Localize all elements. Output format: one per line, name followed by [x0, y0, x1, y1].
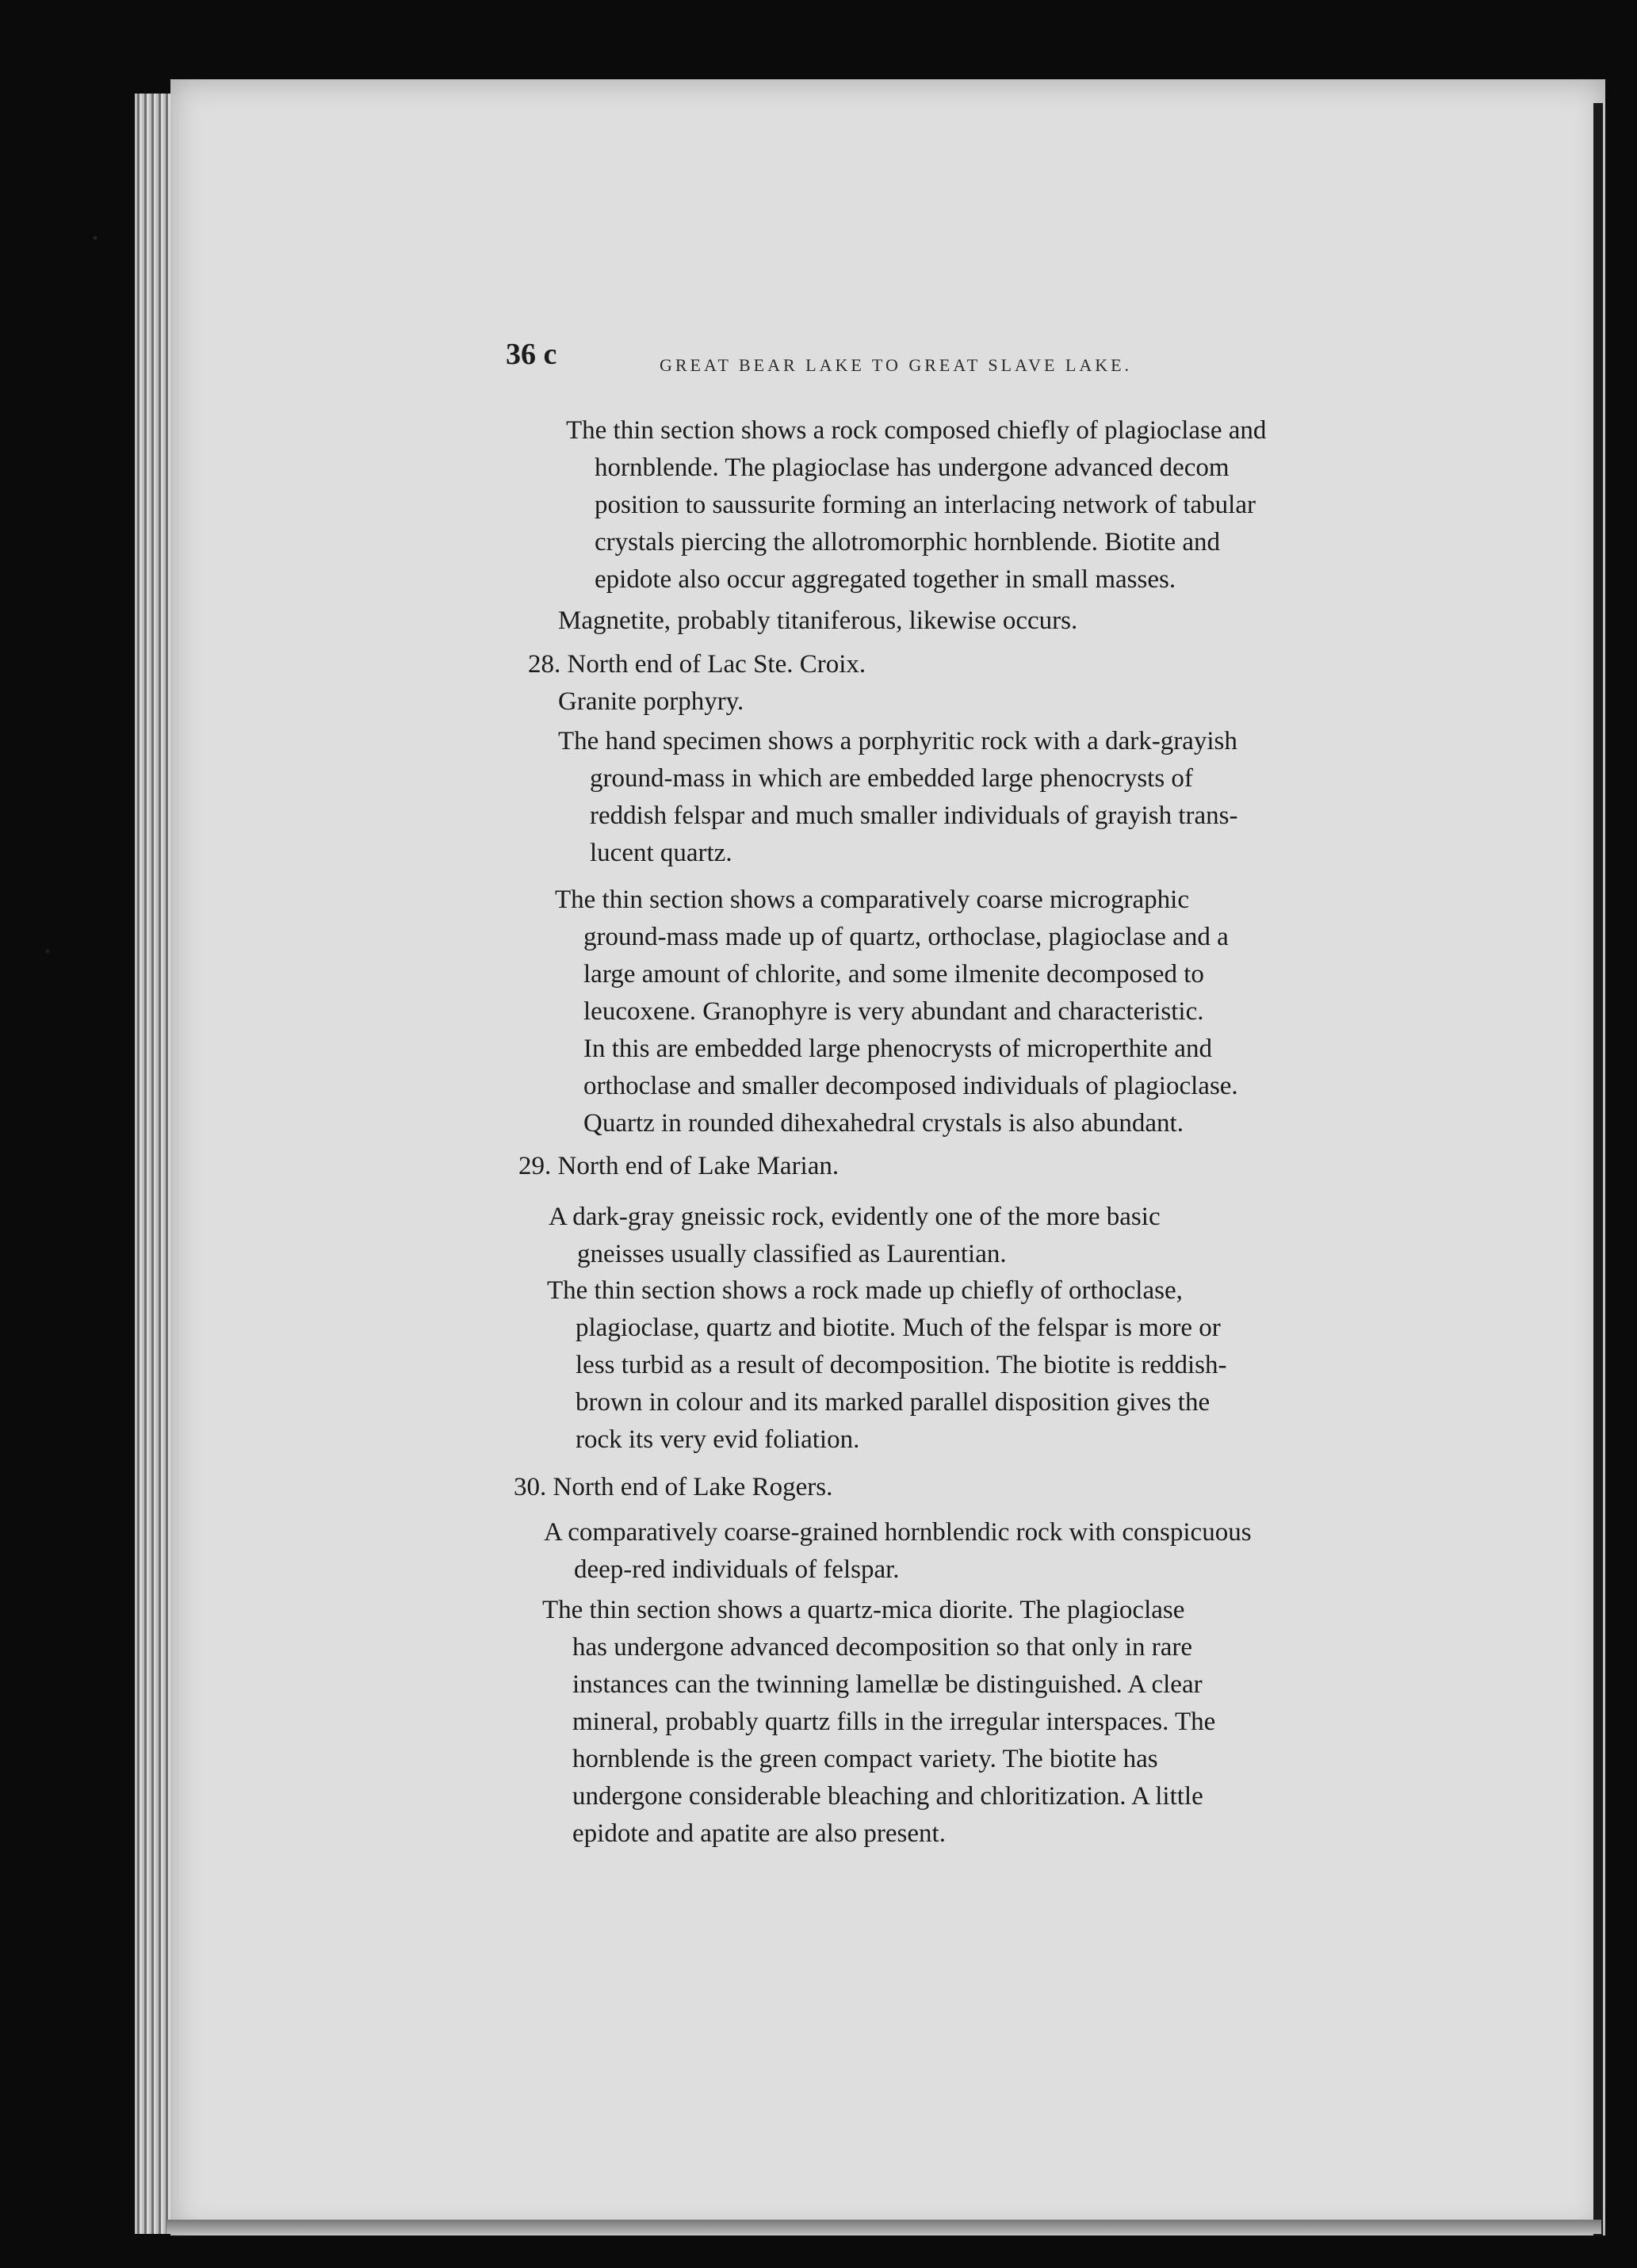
- page-right-edge: [1593, 103, 1603, 2235]
- entry-number: 29.: [518, 1152, 552, 1180]
- text-line: ground-mass made up of quartz, orthoclase, plagioclase and a: [583, 923, 1229, 951]
- text-line: orthoclase and smaller decomposed individuals of plagioclase.: [583, 1072, 1238, 1100]
- entry-29-thin-section: [547, 1272, 1227, 1459]
- text-line: leucoxene. Granophyre is very abundant and characteristic.: [583, 997, 1204, 1026]
- entry-number: 28.: [528, 650, 561, 679]
- text-line: ground-mass in which are embedded large phenocrysts of: [590, 764, 1193, 793]
- text-line: Quartz in rounded dihexahedral crystals is also abundant.: [583, 1109, 1184, 1138]
- entry-title: North end of Lake Rogers.: [553, 1473, 833, 1501]
- entry-28-heading: [528, 646, 866, 683]
- entry-28-thin-section: [555, 882, 1238, 1142]
- entry-28-rock-name: Granite porphyry.: [558, 687, 744, 716]
- text-line: lucent quartz.: [590, 839, 732, 867]
- entry-title: North end of Lac Ste. Croix.: [567, 650, 866, 679]
- text-line: brown in colour and its marked parallel disposition gives the: [576, 1388, 1211, 1417]
- text-line: gneisses usually classified as Laurentian.: [577, 1240, 1007, 1268]
- text-line: reddish felspar and much smaller individuals of grayish trans-: [590, 801, 1238, 830]
- entry-30-heading: [514, 1469, 832, 1506]
- text-line: large amount of chlorite, and some ilmenite decomposed to: [583, 960, 1204, 989]
- text-line: crystals piercing the allotromorphic hornblende. Biotite and: [595, 528, 1221, 556]
- text-line: The thin section shows a quartz-mica diorite. The plagioclase: [542, 1596, 1185, 1624]
- book-edge: [135, 94, 174, 2234]
- text-line: hornblende is the green compact variety. The biotite has: [572, 1745, 1158, 1773]
- entry-title: North end of Lake Marian.: [557, 1152, 840, 1180]
- text-line: deep-red individuals of felspar.: [574, 1555, 900, 1584]
- text-line: less turbid as a result of decomposition. The biotite is reddish-: [576, 1351, 1227, 1379]
- paragraph-thin-section-1: [566, 412, 1266, 599]
- entry-28-hand-specimen: [558, 723, 1237, 872]
- text-line: hornblende. The plagioclase has undergone advanced decom: [595, 453, 1230, 482]
- text-line: The thin section shows a comparatively coarse micrographic: [555, 885, 1189, 914]
- entry-30-thin-section: [542, 1592, 1215, 1853]
- paragraph-magnetite: Magnetite, probably titaniferous, likewise occurs.: [558, 606, 1078, 635]
- text-line: The thin section shows a rock composed chiefly of plagioclase and: [566, 416, 1267, 445]
- book-page: [170, 79, 1605, 2235]
- text-line: mineral, probably quartz fills in the irregular interspaces. The: [572, 1708, 1216, 1736]
- text-line: plagioclase, quartz and biotite. Much of the felspar is more or: [576, 1314, 1221, 1342]
- text-line: has undergone advanced decomposition so that only in rare: [572, 1633, 1193, 1662]
- entry-29-heading: [518, 1148, 839, 1185]
- text-line: position to saussurite forming an interlacing network of tabular: [595, 491, 1256, 519]
- text-line: The thin section shows a rock made up chiefly of orthoclase,: [547, 1276, 1183, 1305]
- text-line: In this are embedded large phenocrysts of microperthite and: [583, 1035, 1212, 1063]
- running-head: GREAT BEAR LAKE TO GREAT SLAVE LAKE.: [660, 355, 1133, 375]
- text-line: epidote also occur aggregated together in small masses.: [595, 565, 1176, 594]
- text-line: The hand specimen shows a porphyritic rock with a dark-grayish: [558, 727, 1237, 755]
- entry-29-hand-specimen: [549, 1199, 1161, 1273]
- entry-number: 30.: [514, 1473, 547, 1501]
- text-line: rock its very evid foliation.: [576, 1425, 860, 1454]
- page-bottom-edge: [166, 2220, 1601, 2234]
- page-number: 36 c: [506, 338, 557, 371]
- text-line: A dark-gray gneissic rock, evidently one of the more basic: [549, 1203, 1161, 1231]
- text-line: instances can the twinning lamellæ be distinguished. A clear: [572, 1670, 1203, 1699]
- text-line: A comparatively coarse-grained hornblendic rock with conspicuous: [544, 1518, 1252, 1547]
- text-line: undergone considerable bleaching and chloritization. A little: [572, 1782, 1203, 1811]
- text-line: epidote and apatite are also present.: [572, 1819, 946, 1848]
- entry-30-hand-specimen: [544, 1514, 1252, 1589]
